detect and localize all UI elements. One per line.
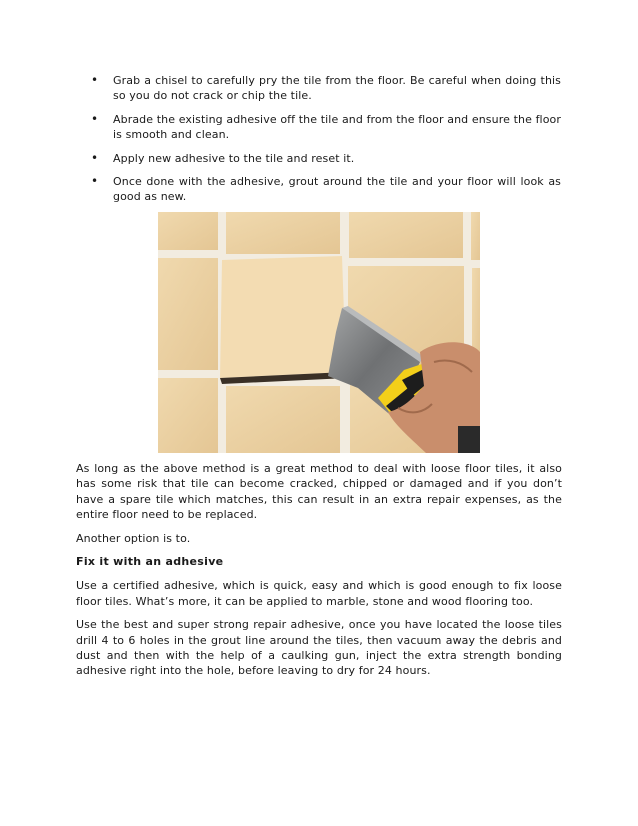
bullet-icon: • (91, 174, 99, 189)
paragraph: Use the best and super strong repair adhesive, once you have located the loose tiles drill 4 to 6 holes in the grout line around the tiles, then vacuum away the debris and dust and then with the help of a caulking gun, inject the extra strength bonding adhesive right into the hole, before leaving to dry for 24 hours. (76, 618, 562, 678)
bullet-text: Abrade the existing adhesive off the tile and from the floor and ensure the floor is smooth and clean. (113, 112, 561, 142)
list-item (91, 174, 561, 205)
bullet-icon: • (91, 73, 99, 87)
list-item (91, 112, 561, 143)
bullet-text: Once done with the adhesive, grout around the tile and your floor will look as good as new. (113, 175, 561, 204)
bullet-text: Grab a chisel to carefully pry the tile from the floor. Be careful when doing this so you do not crack or chip the tile. (113, 74, 561, 103)
article-body (76, 461, 562, 687)
paragraph: Use a certified adhesive, which is quick, easy and which is good enough to fix loose floor tiles. What’s more, it can be applied to marble, stone and wood flooring too. (76, 579, 562, 608)
list-item (91, 151, 561, 166)
tile-repair-photo (158, 212, 480, 453)
section-heading: Fix it with an adhesive (76, 555, 224, 569)
bullet-list (91, 73, 561, 213)
tile-scraper-illustration (158, 212, 480, 453)
bullet-icon: • (91, 150, 99, 165)
paragraph: Another option is to. (76, 531, 191, 545)
paragraph: As long as the above method is a great method to deal with loose floor tiles, it also has some risk that tile can become cracked, chipped or damaged and if you don’t have a spare tile which matches, this can result in an extra repair expenses, as the entire floor need to be replaced. (76, 462, 562, 522)
list-item (91, 73, 561, 104)
bullet-text: Apply new adhesive to the tile and reset it. (113, 151, 355, 165)
bullet-icon: • (91, 111, 99, 126)
